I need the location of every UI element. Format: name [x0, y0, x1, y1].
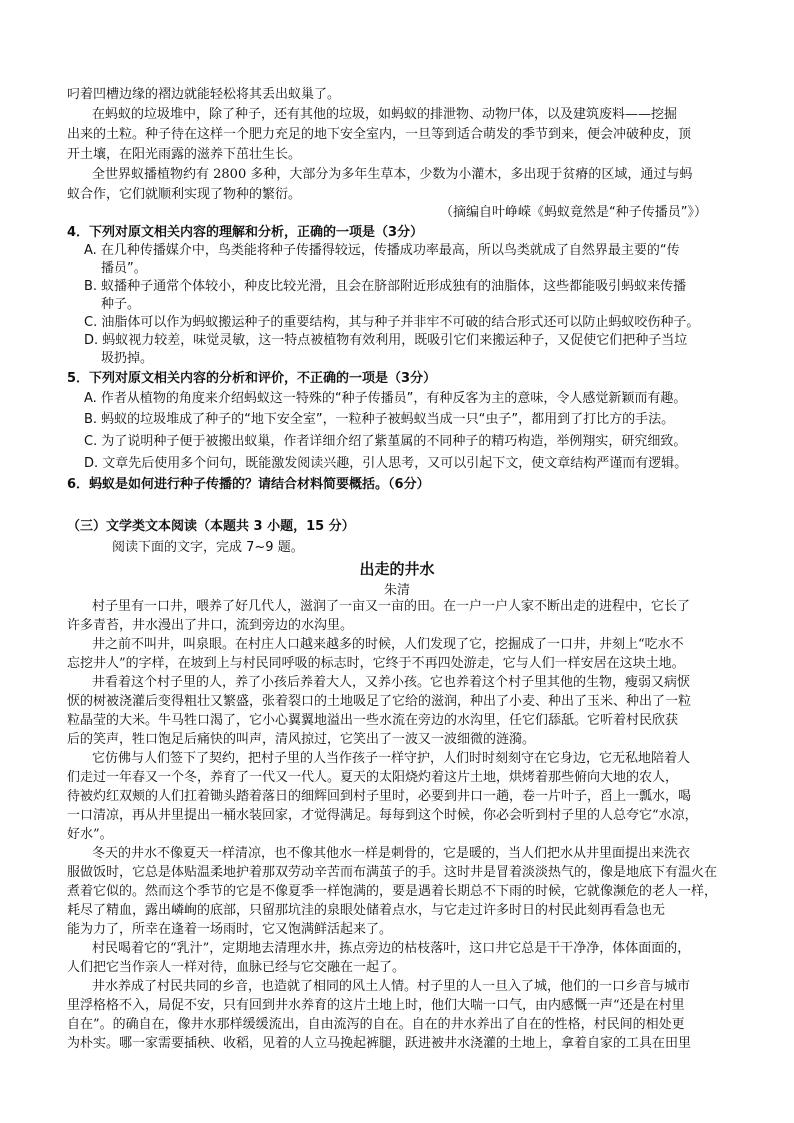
passage-line: 蚁合作，它们就顺利实现了物种的繁衍。 — [67, 187, 302, 202]
story-line: 自在”。的确自在，像井水那样缓缓流出，自由流泻的自在。自在的井水养出了自在的性格，村民间的相处更 — [67, 1017, 685, 1032]
question-6-stem: 6．蚂蚁是如何进行种子传播的？请结合材料简要概括。（6分） — [67, 477, 430, 492]
question-5-option-d: D. 文章先后使用多个问句，既能激发阅读兴趣，引人思考，又可以引起下文，使文章结构严谨而有逻辑。 — [84, 456, 688, 471]
story-line: 耗尽了精血，露出嶙峋的底部，只留那坑洼的泉眼处储着点水，与它走过许多时日的村民此刻再看急也无 — [67, 903, 666, 918]
question-5-option-b: B. 蚂蚁的垃圾堆成了种子的“地下安全室”，一粒种子被蚂蚁当成一只“虫子”，都用到了打比方的手法。 — [84, 412, 675, 427]
story-line: 里浮格格不入，局促不安，只有回到井水养育的这片土地上时，他们大喘一口气，由内感慨一声“还是在村里 — [67, 998, 685, 1013]
story-line: 冬天的井水不像夏天一样清凉，也不像其他水一样是刺骨的，它是暖的，当人们把水从井里面提出来洗衣 — [92, 846, 691, 861]
story-line: 村子里有一口井，喂养了好几代人，滋润了一亩又一亩的田。在一户一户人家不断出走的进程中，它长了 — [92, 599, 691, 614]
story-author: 朱清 — [383, 583, 410, 598]
passage-source: （摘编自叶峥嵘《蚂蚁竟然是“种子传播员”》） — [440, 205, 707, 220]
story-line: 为朴实。哪一家需要插秧、收稻，见着的人立马挽起裤腿，跃进被井水浇灌的土地上，拿着自家的工具在田里 — [67, 1036, 692, 1051]
story-line: 人们把它当作亲人一样对待，血脉已经与它交融在一起了。 — [67, 960, 406, 975]
story-line: 粒晶莹的大米。牛马牲口渴了，它小心翼翼地溢出一些水流在旁边的水沟里，任它们舔舐。它听着村民欣获 — [67, 713, 679, 728]
question-4-option-a: A. 在几种传播媒介中，鸟类能将种子传播得较远，传播成功率最高，所以鸟类就成了自然界最主要的“传 — [84, 243, 680, 258]
question-4-option-b-cont: 种子。 — [101, 297, 141, 312]
story-line: 一口清凉，再从井里提出一桶水装回家，才觉得满足。每每到这个时候，你必会听到村子里的人总夸它“水凉， — [67, 808, 698, 823]
story-line: 煮着它似的。然而这个季节的它是不像夏季一样饱满的，要是遇着长期总不下雨的时候，它就像濒危的老人一样， — [67, 884, 718, 899]
question-5-option-a: A. 作者从植物的角度来介绍蚂蚁这一特殊的“种子传播员”，有种反客为主的意味，令人感觉新颖而有趣。 — [84, 391, 687, 406]
question-4-stem: 4．下列对原文相关内容的理解和分析，正确的一项是（3分） — [67, 225, 424, 240]
story-title: 出走的井水 — [359, 560, 435, 578]
question-4-option-d-cont: 圾扔掉。 — [101, 351, 154, 366]
passage-line: 叼着凹槽边缘的褶边就能轻松将其丢出蚁巢了。 — [67, 87, 341, 102]
story-line: 恹的树被浇灌后变得粗壮又繁盛，张着裂口的土地吸足了它给的滋润，种出了小麦、种出了玉米、种出了一粒 — [67, 694, 692, 709]
story-line: 能为力了，所幸在逢着一场雨时，它又饱满鲜活起来了。 — [67, 922, 393, 937]
question-4-option-d: D. 蚂蚁视力较差，味觉灵敏，这一特点被植物有效利用，既吸引它们来搬运种子，又促使它们把种子当垃 — [84, 333, 688, 348]
story-line: 服做饭时，它总是体贴温柔地护着那双劳动辛苦而布满茧子的手。这时井是冒着淡淡热气的，像是地底下有温火在 — [67, 865, 718, 880]
story-line: 井看着这个村子里的人，养了小孩后养着大人，又养小孩。它也养着这个村子里其他的生物，瘦弱又病恹 — [92, 675, 691, 690]
story-line: 井水养成了村民共同的乡音，也造就了相同的风土人情。村子里的人一旦入了城，他们的一口乡音与城市 — [92, 979, 691, 994]
story-line: 们走过一年春又一个冬，养育了一代又一代人。夏天的太阳烧灼着这片土地，烘烤着那些俯向大地的农人， — [67, 770, 679, 785]
section-heading: （三）文学类文本阅读（本题共 3 小题，15 分） — [67, 519, 355, 534]
question-4-option-c: C. 油脂体可以作为蚂蚁搬运种子的重要结构，其与种子并非牢不可破的结合形式还可以防止蚂蚁咬伤种子。 — [84, 315, 700, 330]
question-5-stem: 5．下列对原文相关内容的分析和评价，不正确的一项是（3分） — [67, 371, 437, 386]
story-line: 忘挖井人”的字样，在坡到上与村民同呼吸的标志时，它终于不再四处游走，它与人们一样安居在这块土地。 — [67, 656, 685, 671]
story-line: 后的笑声，牲口饱足后痛快的叫声，清风掠过，它笑出了一波又一波细微的涟漪。 — [67, 732, 536, 747]
passage-line: 全世界蚁播植物约有 2800 多种，大部分为多年生草本，少数为小灌木，多出现于贫瘠的区域，通过与蚂 — [92, 167, 693, 182]
passage-line: 开土壤，在阳光雨露的滋养下茁壮生长。 — [67, 147, 302, 162]
story-line: 它仿佛与人们签下了契约，把村子里的人当作孩子一样守护，人们时时刻刻守在它身边，它无私地陪着人 — [92, 751, 691, 766]
passage-line: 在蚂蚁的垃圾堆中，除了种子，还有其他的垃圾，如蚂蚁的排泄物、动物尸体，以及建筑废料——挖掘 — [92, 107, 678, 122]
story-line: 好水”。 — [67, 827, 113, 842]
story-line: 待被灼红双颊的人们扛着锄头踏着落日的细辉回到村子里时，必要到井口一趟，卷一片叶子，舀上一瓢水，喝 — [67, 789, 692, 804]
question-5-option-c: C. 为了说明种子便于被搬出蚁巢，作者详细介绍了紫堇属的不同种子的精巧构造，举例翔实，研究细致。 — [84, 434, 687, 449]
passage-line: 出来的土粒。种子待在这样一个肥力充足的地下安全室内，一旦等到适合萌发的季节到来，便会冲破种皮，顶 — [67, 127, 692, 142]
section-instruction: 阅读下面的文字，完成 7~9 题。 — [112, 540, 304, 555]
question-4-option-b: B. 蚁播种子通常个体较小，种皮比较光滑，且会在脐部附近形成独有的油脂体，这些都能吸引蚂蚁来传播 — [84, 279, 687, 294]
story-line: 许多青苔，井水漫出了井口，流到旁边的水沟里。 — [67, 618, 354, 633]
story-line: 井之前不叫井，叫泉眼。在村庄人口越来越多的时候，人们发现了它，挖掘成了一口井，井刻上“吃水不 — [92, 637, 684, 652]
story-line: 村民喝着它的“乳汁”，定期地去清理水井，拣点旁边的枯枝落叶，这口井它总是干干净净，体体面面的， — [92, 941, 691, 956]
question-4-option-a-cont: 播员”。 — [101, 261, 147, 276]
